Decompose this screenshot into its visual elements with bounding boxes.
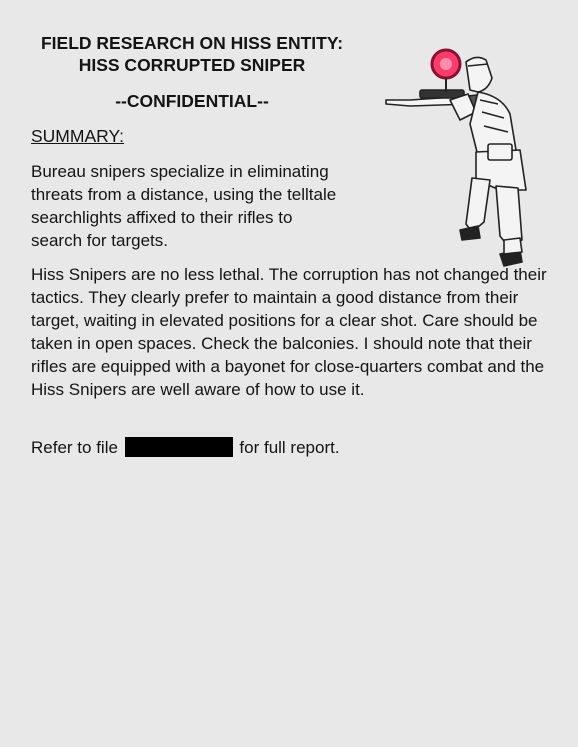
paragraph-1: Bureau snipers specialize in eliminating threats from a distance, using the telltale searchlights affixed to their rifles to search for targets. <box>31 162 337 250</box>
refer-suffix: for full report. <box>239 438 340 457</box>
document-title <box>24 32 360 76</box>
refer-prefix: Refer to file <box>31 438 118 457</box>
confidential-label: --CONFIDENTIAL-- <box>115 91 269 111</box>
paragraph-2: Hiss Snipers are no less lethal. The corruption has not changed their tactics. They clearly prefer to maintain a good distance from their target, waiting in elevated positions for a clear shot. Care should be taken in open spaces. Check the balconies. I should note that their rifles are equipped with a bayonet for close-quarters combat and the Hiss Snipers are well aware of how to use it. <box>31 265 547 399</box>
reference-line <box>31 436 556 459</box>
redacted-file-id <box>125 437 233 457</box>
title-line-1: FIELD RESEARCH ON HISS ENTITY: <box>40 33 344 53</box>
title-line-2: HISS CORRUPTED SNIPER <box>78 55 306 75</box>
summary-heading: SUMMARY: <box>31 126 125 146</box>
hiss-sniper-illustration-icon <box>380 40 548 280</box>
